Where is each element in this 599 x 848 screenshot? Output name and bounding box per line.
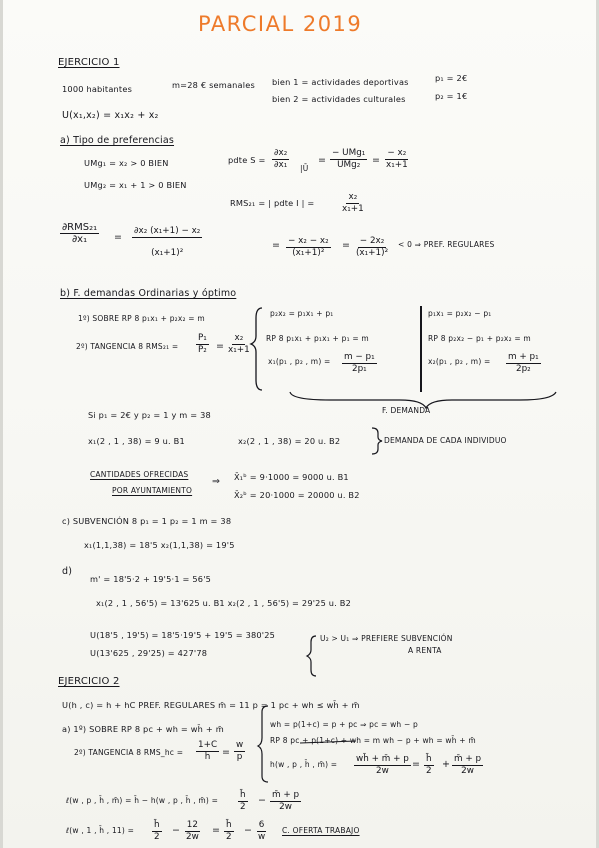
quantities-offered-line2: POR AYUNTAMIENTO bbox=[112, 486, 193, 495]
utility-function: U(x₁,x₂) = x₁x₂ + x₂ bbox=[62, 110, 159, 121]
marginal-utility-ratio-fraction: − UMg₁ UMg₂ bbox=[332, 148, 366, 170]
labor-h-half-fraction-2: $\frac{h̄}{2}$ bbox=[154, 820, 160, 842]
ex2-income-fraction: $\frac{m̄ + p}{2w}$ bbox=[454, 754, 482, 776]
good-2-text: bien 2 = actividades culturales bbox=[272, 94, 406, 104]
plus-sign: + bbox=[442, 759, 451, 770]
equals-sign: = bbox=[222, 747, 231, 758]
equals-sign: = bbox=[372, 155, 381, 166]
budget-constraint-step: 1º) SOBRE RP 8 p₁x₁ + p₂x₂ = m bbox=[78, 314, 205, 323]
labor-supply-conclusion: C. OFERTA TRABAJO bbox=[282, 826, 360, 835]
slope-derivative-fraction: $\frac{\text{∂x₂}}{\text{∂x₁}}$ bbox=[274, 148, 288, 170]
demand-x2-value: x₂(2 , 1 , 38) = 20 u. B2 bbox=[238, 436, 341, 446]
inhabitants-text: 1000 habitantes bbox=[62, 84, 133, 94]
equals-sign: = bbox=[212, 825, 221, 836]
marginal-utility-2: UMg₂ = x₁ + 1 > 0 BIEN bbox=[84, 180, 187, 190]
equivalent-income: m' = 18'5·2 + 19'5·1 = 56'5 bbox=[90, 574, 212, 584]
equals-sign: = bbox=[216, 341, 225, 352]
ex2-demand-h-fraction: $\frac{wh̄ + m̄ + p}{2w}$ bbox=[356, 754, 409, 776]
ex2-h-half-fraction: $\frac{h̄}{2}$ bbox=[426, 754, 432, 776]
labor-supply-particular: ℓ(w , 1 , h̄ , 11) = bbox=[66, 826, 135, 835]
ex2-wage-price-fraction: $\frac{w}{p}$ bbox=[236, 740, 244, 762]
demand-x1-fraction: $\frac{\text{m − p₁}}{\text{2p₁}}$ bbox=[344, 352, 375, 374]
demand-x2-label: x₂(p₁ , p₂ , m) = bbox=[428, 357, 491, 366]
utility-income: U(13'625 , 29'25) = 427'78 bbox=[90, 648, 208, 658]
utility-subsidy: U(18'5 , 19'5) = 18'5·19'5 + 19'5 = 380'25 bbox=[90, 630, 276, 640]
ex2-foc-substitution: wh = p(1+c) = p + pc ⇒ pc = wh − p bbox=[270, 720, 418, 729]
equals-sign: = bbox=[342, 240, 351, 251]
slope-evaluation-bar: |Ū bbox=[300, 164, 309, 173]
rms-derivative-fraction: ∂RMS₂₁ ∂x₁ bbox=[62, 222, 98, 245]
minus-sign: − bbox=[244, 825, 253, 836]
individual-demand-label: DEMANDA DE CADA INDIVIDUO bbox=[384, 436, 507, 445]
implies-arrow: ⇒ bbox=[212, 476, 221, 487]
budget-line-substituted: RP 8 p₁x₁ + p₁x₁ + p₁ = m bbox=[266, 334, 369, 343]
ex2-demand-h-label: h(w , p , h̄ , m̄) = bbox=[270, 760, 338, 769]
section-d-title: d) bbox=[62, 566, 73, 577]
demand-divider bbox=[420, 306, 422, 392]
exercise-2-setup: U(h , c) = h + hC PREF. REGULARES m̄ = 11 p = 1 pc + wh ≤ wh̄ + m̄ bbox=[62, 700, 360, 710]
derivative-result-fraction: $\frac{\text{− 2x₂}}{\text{(x₁+1)²}}$ bbox=[356, 236, 389, 258]
quantities-offered-line1: CANTIDADES OFRECIDAS bbox=[90, 470, 189, 479]
labor-supply-general: ℓ(w , p , h̄ , m̄) = h̄ − h(w , p , h̄ , m̄) = bbox=[66, 796, 219, 805]
section-c-results: x₁(1,1,38) = 18'5 x₂(1,1,38) = 19'5 bbox=[84, 540, 235, 550]
slope-result-fraction: $\frac{\text{− x₂}}{\text{x₁+1}}$ bbox=[386, 148, 408, 170]
demand-x2-fraction: $\frac{\text{m + p₁}}{\text{2p₂}}$ bbox=[508, 352, 539, 374]
total-good-1: X̄₁ᵇ = 9·1000 = 9000 u. B1 bbox=[234, 472, 349, 482]
regular-preferences-conclusion: < 0 ⇒ PREF. REGULARES bbox=[398, 240, 495, 249]
equals-sign: = bbox=[412, 759, 421, 770]
ex2-tangency-step: 2º) TANGENCIA 8 RMS_hc = bbox=[74, 748, 184, 757]
income-text: m=28 € semanales bbox=[172, 80, 255, 90]
new-demands: x₁(2 , 1 , 56'5) = 13'625 u. B1 x₂(2 , 1 , 56'5) = 29'25 u. B2 bbox=[96, 598, 352, 608]
tangency-step: 2º) TANGENCIA 8 RMS₂₁ = bbox=[76, 342, 179, 351]
page-title: PARCIAL 2019 bbox=[198, 12, 363, 36]
labor-income-fraction: $\frac{m̄ + p}{2w}$ bbox=[272, 790, 300, 812]
rms-definition: RMS₂₁ = | pdte I | = bbox=[230, 198, 315, 208]
section-b-title: b) F. demandas Ordinarias y óptimo bbox=[60, 288, 237, 299]
ex2-rms-fraction: $\frac{1+C}{h}$ bbox=[198, 740, 218, 762]
given-values: Si p₁ = 2€ y p₂ = 1 y m = 38 bbox=[88, 410, 211, 420]
minus-sign: − bbox=[172, 825, 181, 836]
foc-budget-substitution: p₂x₂ = p₁x₁ + p₁ bbox=[270, 309, 334, 318]
slope-label: pdte S = bbox=[228, 155, 266, 165]
section-a-title: a) Tipo de preferencias bbox=[60, 135, 175, 146]
price-ratio-fraction: $\frac{\text{P₁}}{\text{P₂}}$ bbox=[198, 333, 207, 355]
equals-sign: = bbox=[272, 240, 281, 251]
ex2-budget-substituted: RP 8 pc + p(1+c) + wh = m wh − p + wh = wh̄ + m̄ bbox=[270, 736, 476, 745]
price-1-text: p₁ = 2€ bbox=[435, 73, 468, 83]
derivative-step-fraction: $\frac{\text{− x₂ − x₂}}{\text{(x₁+1)²}}$ bbox=[288, 236, 329, 258]
labor-twelve-fraction: $\frac{12}{2w}$ bbox=[186, 820, 199, 842]
ex2-budget-step: a) 1º) SOBRE RP 8 pc + wh = wh̄ + m̄ bbox=[62, 724, 224, 734]
equals-sign: = bbox=[114, 232, 123, 243]
budget-line-x2: RP 8 p₂x₂ − p₁ + p₂x₂ = m bbox=[428, 334, 531, 343]
labor-h-half-fraction-3: $\frac{h̄}{2}$ bbox=[226, 820, 232, 842]
good-1-text: bien 1 = actividades deportivas bbox=[272, 77, 409, 87]
demand-function-label: F. DEMANDA bbox=[382, 406, 431, 415]
demand-x1-label: x₁(p₁ , p₂ , m) = bbox=[268, 357, 331, 366]
quotient-rule-fraction: $\frac{\text{∂x₂ (x₁+1) − x₂}}{\text{(x₁+1)²}}$ bbox=[134, 226, 201, 258]
rms-fraction: $\frac{\text{x₂}}{\text{x₁+1}}$ bbox=[342, 192, 364, 214]
marginal-utility-1: UMg₁ = x₂ > 0 BIEN bbox=[84, 158, 169, 168]
exercise-2-heading: EJERCICIO 2 bbox=[58, 676, 120, 687]
section-c-title: c) SUBVENCIÓN 8 p₁ = 1 p₂ = 1 m = 38 bbox=[62, 516, 232, 526]
equals-sign: = bbox=[318, 155, 327, 166]
price-2-text: p₂ = 1€ bbox=[435, 91, 468, 101]
labor-six-fraction: $\frac{6}{w}$ bbox=[258, 820, 266, 842]
total-good-2: X̄₂ᵇ = 20·1000 = 20000 u. B2 bbox=[234, 490, 360, 500]
preference-conclusion-2: A RENTA bbox=[408, 646, 442, 655]
exercise-1-heading: EJERCICIO 1 bbox=[58, 57, 120, 68]
demand-x1-value: x₁(2 , 1 , 38) = 9 u. B1 bbox=[88, 436, 185, 446]
minus-sign: − bbox=[258, 795, 267, 806]
rms-value-fraction: $\frac{\text{x₂}}{\text{x₁+1}}$ bbox=[228, 333, 250, 355]
foc-x1-substitution: p₁x₁ = p₂x₂ − p₁ bbox=[428, 309, 492, 318]
preference-conclusion: U₂ > U₁ ⇒ PREFIERE SUBVENCIÓN bbox=[320, 634, 453, 643]
labor-h-half-fraction: $\frac{h̄}{2}$ bbox=[240, 790, 246, 812]
